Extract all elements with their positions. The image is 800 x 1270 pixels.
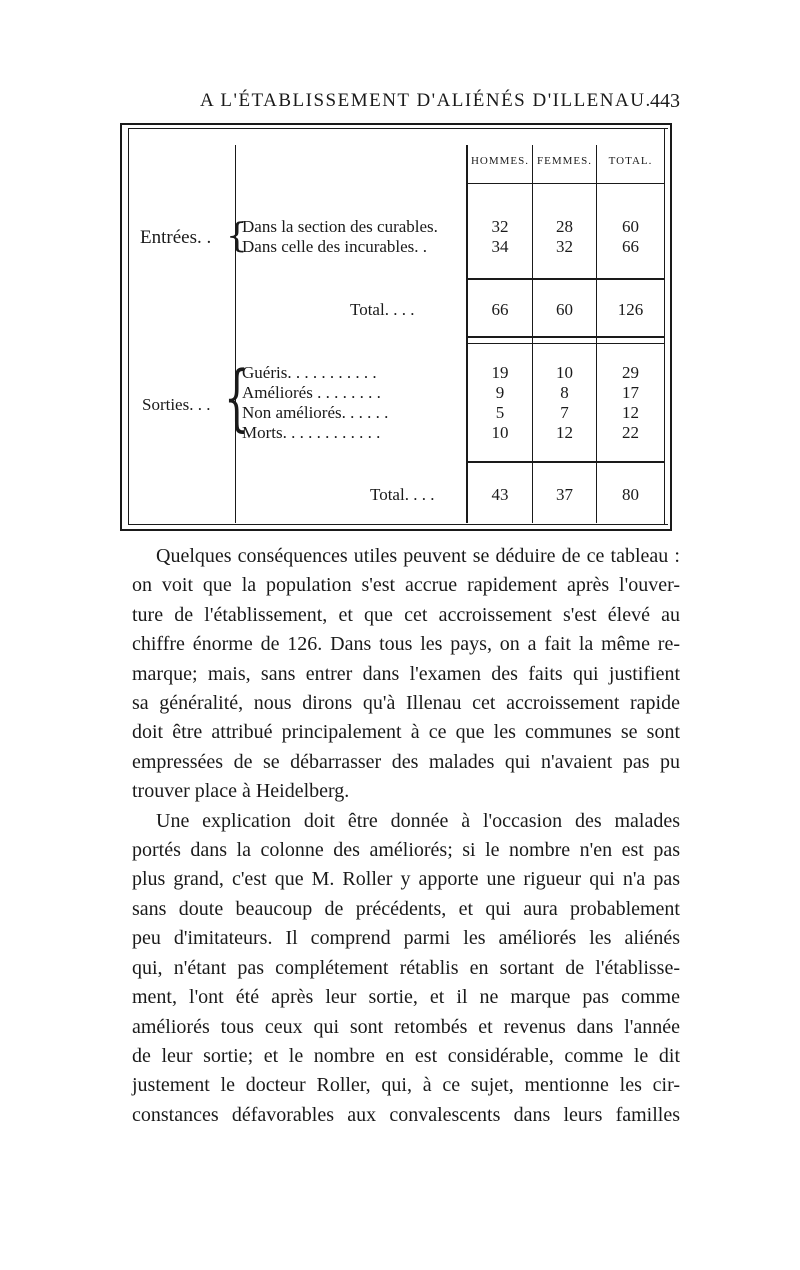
- page-number: 443: [650, 90, 680, 112]
- hommes-column-left: [466, 145, 468, 523]
- sorties-row-label: Morts. . . . . . . . . . . .: [242, 423, 381, 442]
- entrees-total-total: 126: [617, 300, 644, 319]
- entrees-total-value: 60: [622, 217, 639, 236]
- sorties-row-label: Non améliorés. . . . . .: [242, 403, 389, 422]
- text-line: ment, l'ont été après leur sortie, et il ne marque pas comme: [132, 986, 680, 1009]
- sorties-subtotal-rule: [466, 461, 664, 463]
- entrees-subtotal-rule: [466, 278, 664, 280]
- text-line: sans doute beaucoup de précédents, et qui aura probablement: [132, 897, 680, 920]
- paragraph: [132, 807, 680, 1130]
- sorties-total-label: Total. . . .: [370, 485, 435, 504]
- table-top-rule-inner: [128, 128, 668, 129]
- table-left-border-outer: [120, 123, 122, 531]
- table-right-border-inner: [664, 128, 665, 525]
- text-line: Une explication doit être donnée à l'occasion des malades: [156, 809, 680, 832]
- entrees-femmes-value: 28: [556, 217, 573, 236]
- text-line: ture de l'établissement, et que cet accroissement s'est élevé au: [132, 603, 680, 626]
- sorties-hommes-value: 19: [491, 363, 509, 382]
- entrees-brace: {: [226, 216, 248, 256]
- sorties-total-value: 17: [622, 383, 639, 402]
- text-line: plus grand, c'est que M. Roller y apporte une rigueur qui n'a pas: [132, 868, 680, 891]
- sorties-label: Sorties. . .: [142, 395, 211, 414]
- statistics-table: [120, 123, 672, 533]
- sorties-femmes-value: 10: [556, 363, 573, 382]
- text-line: empressées de se débarrasser des malades qui n'avaient pas pu: [132, 750, 680, 773]
- sorties-total-value: 29: [622, 363, 639, 382]
- entrees-hommes-value: 32: [491, 217, 509, 236]
- header-hommes: HOMMES.: [470, 155, 530, 167]
- text-line: qui, n'étant pas complétement rétablis en sortant de l'établisse-: [132, 956, 680, 979]
- running-header-title: A L'ÉTABLISSEMENT D'ALIÉNÉS D'ILLENAU.: [200, 90, 652, 111]
- entrees-total-rule: [466, 336, 664, 338]
- sorties-femmes-value: 12: [556, 423, 573, 442]
- text-line: doit être attribué principalement à ce que les communes se sont: [132, 721, 680, 744]
- sorties-hommes-value: 10: [491, 423, 509, 442]
- text-line: justement le docteur Roller, qui, à ce sujet, mentionne les cir-: [132, 1074, 680, 1097]
- sorties-total-total: 80: [622, 485, 639, 504]
- text-line: portés dans la colonne des améliorés; si le nombre n'en est pas: [132, 839, 680, 862]
- sorties-total-femmes: 37: [556, 485, 573, 504]
- text-line: marque; mais, sans entrer dans l'examen des faits qui justifient: [132, 662, 680, 685]
- sorties-total-value: 22: [622, 423, 639, 442]
- total-column-left: [596, 145, 597, 523]
- sorties-brace: {: [224, 355, 250, 439]
- table-bottom-rule-inner: [128, 524, 668, 525]
- entrees-total-hommes: 66: [491, 300, 509, 319]
- entrees-row-label: Dans la section des curables.: [242, 217, 438, 236]
- sorties-total-hommes: 43: [491, 485, 509, 504]
- header-bottom-rule: [466, 183, 664, 184]
- paragraph: [132, 542, 680, 807]
- table-right-border-outer: [670, 123, 672, 531]
- header-total: TOTAL.: [608, 155, 653, 167]
- text-line: on voit que la population s'est accrue rapidement après l'ouver-: [132, 574, 680, 597]
- sorties-row-label: Guéris. . . . . . . . . . .: [242, 363, 377, 382]
- sorties-row-label: Améliorés . . . . . . . .: [242, 383, 381, 402]
- text-line: trouver place à Heidelberg.: [132, 780, 350, 803]
- entrees-total-label: Total. . . .: [350, 300, 415, 319]
- sorties-total-value: 12: [622, 403, 639, 422]
- text-line: constances défavorables aux convalescents dans leurs familles: [132, 1103, 680, 1126]
- table-bottom-rule-outer: [120, 529, 672, 531]
- text-line: de leur sortie; et le nombre en est considérable, comme le dit: [132, 1044, 680, 1067]
- table-left-border-inner: [128, 128, 129, 525]
- entrees-label: Entrées. .: [140, 227, 212, 248]
- sorties-femmes-value: 8: [560, 383, 569, 402]
- text-line: améliorés tous ceux qui sont retombés et revenus dans l'année: [132, 1015, 680, 1038]
- entrees-hommes-value: 34: [491, 237, 509, 256]
- entrees-row-label: Dans celle des incurables. .: [242, 237, 428, 256]
- entrees-total-value: 66: [622, 237, 639, 256]
- label-column-divider: [235, 145, 236, 523]
- sorties-femmes-value: 7: [560, 403, 569, 422]
- femmes-column-left: [532, 145, 533, 523]
- entrees-total-femmes: 60: [556, 300, 573, 319]
- sorties-top-rule: [466, 343, 664, 344]
- text-line: chiffre énorme de 126. Dans tous les pays, on a fait la même re-: [132, 633, 680, 656]
- text-line: Quelques conséquences utiles peuvent se déduire de ce tableau :: [156, 545, 680, 567]
- body-text: [132, 542, 680, 1130]
- sorties-hommes-value: 5: [495, 403, 505, 422]
- text-line: sa généralité, nous dirons qu'à Illenau cet accroissement rapide: [132, 692, 680, 715]
- sorties-hommes-value: 9: [495, 383, 505, 402]
- table-top-rule-outer: [120, 123, 672, 125]
- running-header: [120, 90, 680, 118]
- header-femmes: FEMMES.: [537, 155, 592, 167]
- text-line: peu d'imitateurs. Il comprend parmi les améliorés les aliénés: [132, 927, 680, 950]
- entrees-femmes-value: 32: [556, 237, 573, 256]
